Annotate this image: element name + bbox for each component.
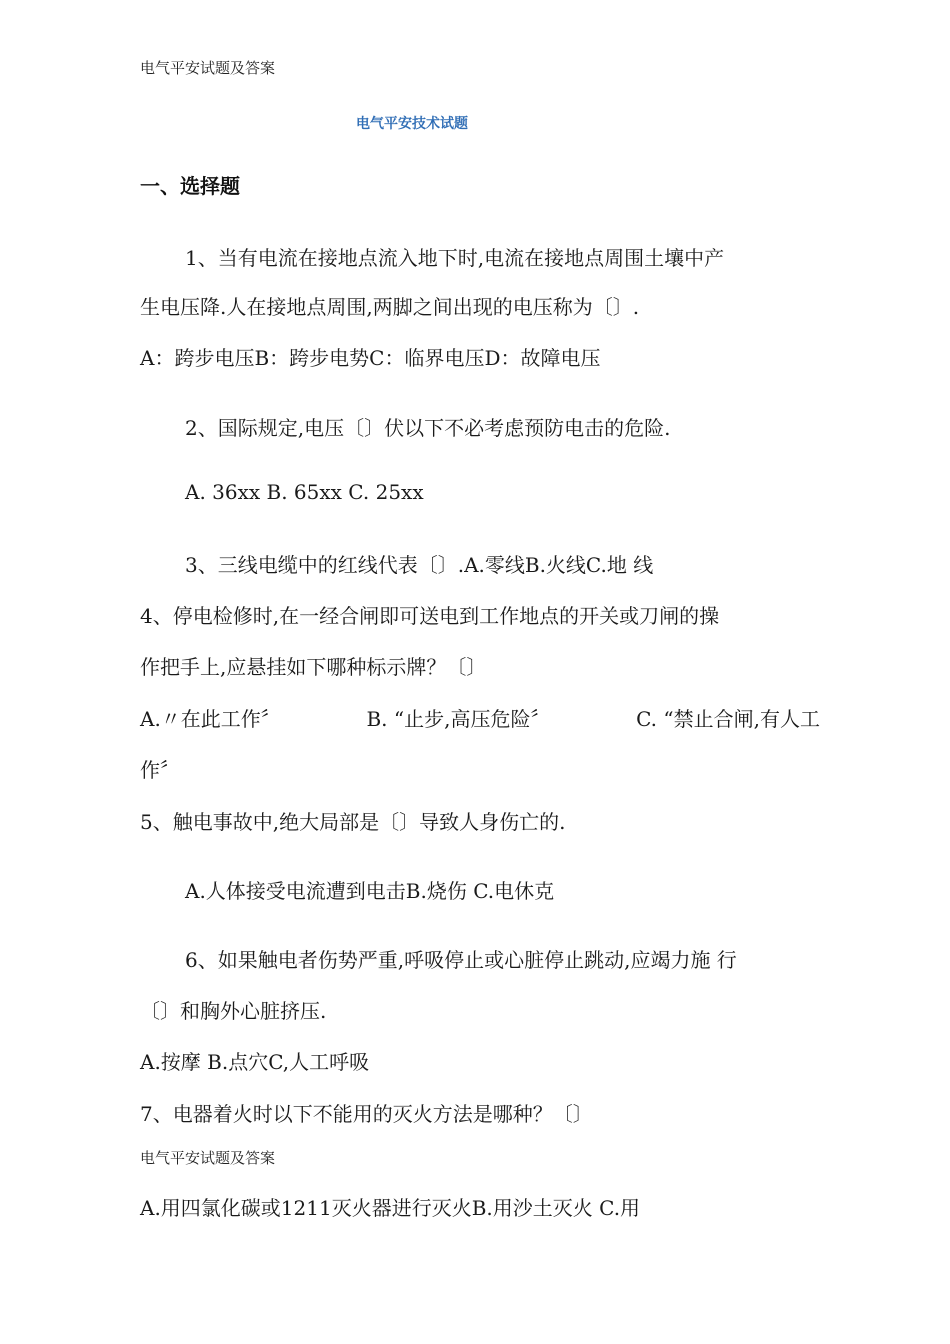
question-5: 5、触电事故中,绝大局部是〔〕导致人身伤亡的. (140, 810, 566, 834)
question-4-option-c: C. “禁止合闸,有人工 (636, 707, 820, 731)
question-2: 2、国际规定,电压〔〕伏以下不必考虑预防电击的危险. (185, 416, 671, 440)
question-6-line-1: 6、如果触电者伤势严重,呼吸停止或心脏停止跳动,应竭力施 行 (185, 948, 737, 972)
question-6-line-2: 〔〕和胸外心脏挤压. (140, 999, 327, 1023)
document-title: 电气平安技术试题 (356, 116, 468, 132)
question-1-line-1: 1、当有电流在接地点流入地下时,电流在接地点周围土壤中产 (185, 246, 725, 270)
question-7-options: A.用四氯化碳或1211灭火器进行灭火B.用沙土灭火 C.用 (140, 1196, 641, 1220)
page-footer-header: 电气平安试题及答案 (140, 1149, 276, 1167)
question-4-option-b: B. “止步,高压危险〞 (366, 707, 551, 731)
question-4-option-a: A.〃在此工作〞 (140, 707, 281, 731)
question-3: 3、三线电缆中的红线代表〔〕.A.零线B.火线C.地 线 (185, 553, 654, 577)
question-6-options: A.按摩 B.点穴C,人工呼吸 (140, 1050, 370, 1074)
question-4-line-2: 作把手上,应悬挂如下哪种标示牌？〔〕 (140, 655, 487, 679)
question-4-line-1: 4、停电检修时,在一经合闸即可送电到工作地点的开关或刀闸的操 (140, 604, 720, 628)
question-1-line-2: 生电压降.人在接地点周围,两脚之间出现的电压称为〔〕. (140, 295, 640, 319)
page-header: 电气平安试题及答案 (140, 59, 276, 77)
question-5-options: A.人体接受电流遭到电击B.烧伤 C.电休克 (185, 879, 555, 903)
question-4-options (140, 703, 820, 732)
question-1-options: A：跨步电压B：跨步电势C：临界电压D：故障电压 (140, 346, 601, 370)
question-7: 7、电器着火时以下不能用的灭火方法是哪种？〔〕 (140, 1102, 593, 1126)
section-heading: 一、选择题 (140, 174, 240, 198)
question-2-options: A. 36xx B. 65xx C. 25xx (185, 480, 424, 504)
question-4-options-continued: 作〞 (140, 758, 180, 782)
